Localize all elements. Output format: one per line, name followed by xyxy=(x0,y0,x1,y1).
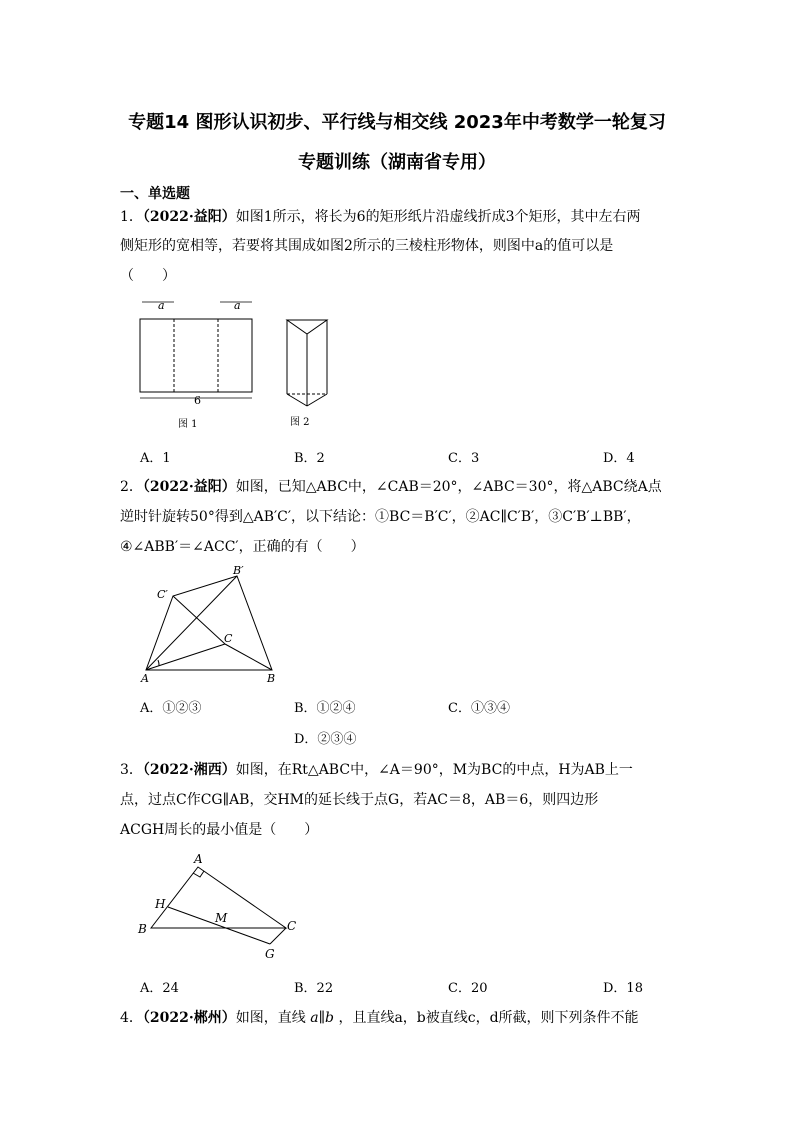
q1-rectangle xyxy=(140,319,252,392)
q3-line3: ACGH周长的最小值是（ ） xyxy=(120,822,319,838)
q1-figure xyxy=(130,296,330,431)
q3-figure xyxy=(133,850,303,965)
q1-option-c[interactable]: C．3 xyxy=(448,451,480,466)
q2-text1: 如图，已知△ABC中，∠CAB＝20°，∠ABC＝30°，将△ABC绕A点 xyxy=(235,479,662,495)
q4-line1 xyxy=(120,1008,639,1028)
document-title-line2: 专题训练（湖南省专用） xyxy=(298,152,496,173)
q2-number: 2． xyxy=(120,479,143,495)
q1-prism-bottom-left xyxy=(287,394,307,406)
q2-label-b-prime: B′ xyxy=(233,564,244,577)
q1-caption-fig2: 图 2 xyxy=(290,417,310,428)
q3-number: 3． xyxy=(120,762,143,778)
q1-line2: 侧矩形的宽相等，若要将其围成如图2所示的三棱柱形物体，则图中a的值可以是 xyxy=(120,238,614,254)
q2-line2: 逆时针旋转50°得到△AB′C′，以下结论：①BC＝B′C′，②AC∥C′B′，③C′B′⊥BB′， xyxy=(120,509,641,525)
q3-label-h: H xyxy=(155,897,166,911)
q2-option-a[interactable]: A．①②③ xyxy=(140,701,202,716)
q1-caption-fig1: 图 1 xyxy=(178,419,198,430)
q2-label-c-prime: C′ xyxy=(157,588,168,601)
q2-angle-arc xyxy=(158,660,159,666)
q4-text1a: 如图，直线 xyxy=(235,1010,311,1026)
q3-option-c[interactable]: C．20 xyxy=(448,981,488,996)
q1-source: （2022·益阳） xyxy=(142,209,236,225)
q2-option-b[interactable]: B．①②④ xyxy=(294,701,356,716)
q2-source: （2022·益阳） xyxy=(142,479,236,495)
q1-label-a-right: a xyxy=(234,299,241,312)
q1-text1: 如图1所示，将长为6的矩形纸片沿虚线折成3个矩形，其中左右两 xyxy=(235,209,641,225)
q2-label-a: A xyxy=(141,672,149,685)
q3-source: （2022·湘西） xyxy=(142,762,236,778)
q1-prism-bottom-right xyxy=(307,394,327,406)
q4-source: （2022·郴州） xyxy=(142,1010,236,1026)
q2-label-c: C xyxy=(224,632,233,645)
q2-line-c1c xyxy=(173,596,225,644)
q1-label-a-left: a xyxy=(158,299,165,312)
q1-number: 1． xyxy=(120,209,143,225)
q2-line3: ④∠ABB′＝∠ACC′，正确的有（ ） xyxy=(120,539,365,555)
q3-label-b: B xyxy=(138,922,147,936)
q4-math-a-parallel-b: a∥b xyxy=(310,1010,334,1026)
q3-label-a: A xyxy=(194,852,203,866)
q2-line1 xyxy=(120,477,662,497)
q3-text1: 如图，在Rt△ABC中，∠A＝90°，M为BC的中点，H为AB上一 xyxy=(235,762,633,778)
q1-line1 xyxy=(120,207,641,227)
q3-option-b[interactable]: B．22 xyxy=(294,981,334,996)
q4-number: 4． xyxy=(120,1010,143,1026)
q2-option-d[interactable]: D．②③④ xyxy=(294,732,357,747)
q3-option-d[interactable]: D．18 xyxy=(603,981,643,996)
q2-line-ac xyxy=(146,644,225,670)
q2-option-c[interactable]: C．①③④ xyxy=(448,701,510,716)
q1-prism-top xyxy=(287,320,327,334)
q3-line2: 点，过点C作CG∥AB，交HM的延长线于点G，若AC＝8，AB＝6，则四边形 xyxy=(120,792,599,808)
document-title-line1: 专题14 图形认识初步、平行线与相交线 2023年中考数学一轮复习 xyxy=(128,112,666,133)
section-heading-single-choice: 一、单选题 xyxy=(120,186,190,202)
q1-option-a[interactable]: A．1 xyxy=(140,451,171,466)
q3-option-a[interactable]: A．24 xyxy=(140,981,179,996)
q2-figure xyxy=(135,562,295,687)
q2-line-cb xyxy=(225,644,272,670)
q4-text1c: ，且直线a，b被直线c，d所截，则下列条件不能 xyxy=(334,1010,639,1026)
q3-label-m: M xyxy=(215,911,228,925)
q1-line3: （ ） xyxy=(120,268,176,284)
q3-line1 xyxy=(120,760,633,780)
q2-label-b: B xyxy=(267,672,276,685)
q1-option-d[interactable]: D．4 xyxy=(603,451,635,466)
q1-label-six: 6 xyxy=(194,394,201,407)
q3-label-c: C xyxy=(287,919,297,933)
q3-line-cg xyxy=(270,928,286,944)
q3-label-g: G xyxy=(265,947,275,961)
q1-option-b[interactable]: B．2 xyxy=(294,451,325,466)
